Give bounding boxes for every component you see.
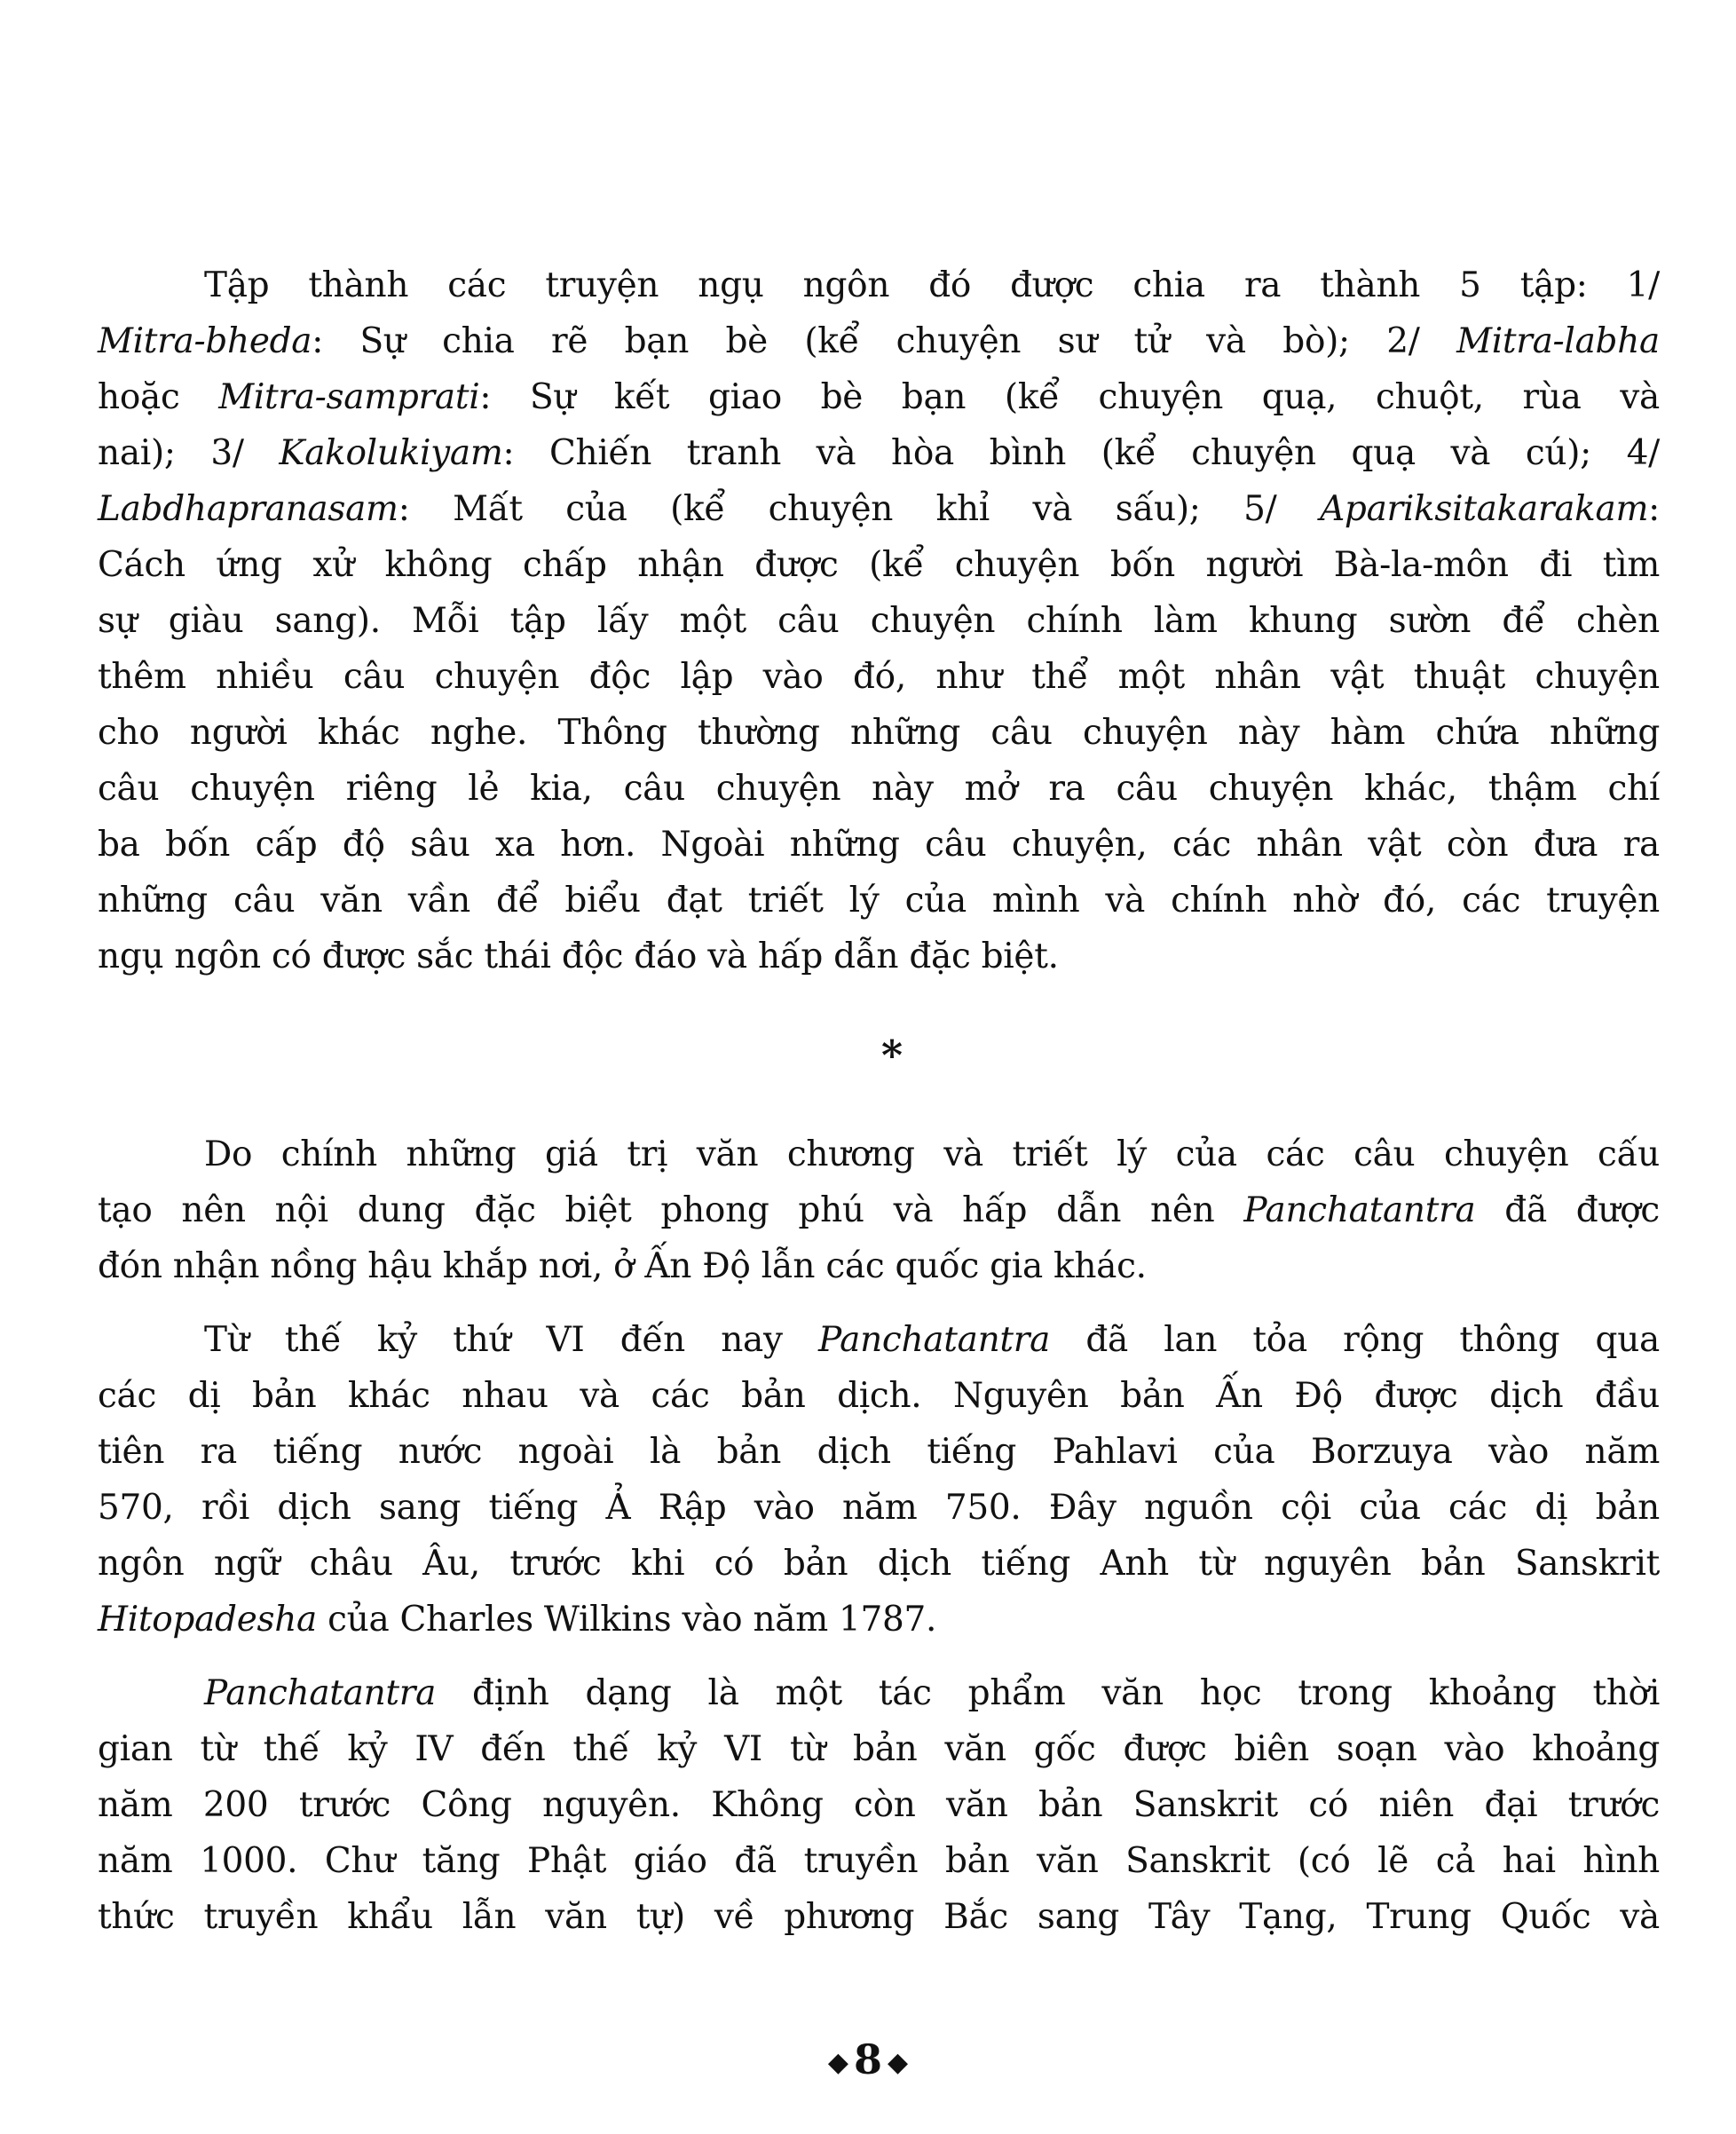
- italic-term: Mitra-samprati: [218, 377, 480, 417]
- text-line: [98, 1777, 1660, 1833]
- text-run: các dị bản khác nhau và các bản dịch. Nguyên bản Ấn Độ được dịch đầu: [98, 1376, 1660, 1416]
- italic-term: Panchatantra: [204, 1673, 437, 1713]
- diamond-ornament-icon: ◆: [888, 2047, 909, 2078]
- paragraph-2: [98, 1126, 1660, 1294]
- text-line: [98, 649, 1660, 705]
- paragraph-4: [98, 1665, 1660, 1945]
- text-line: [98, 1424, 1660, 1480]
- text-line: [98, 929, 1660, 984]
- text-run: 570, rồi dịch sang tiếng Ả Rập vào năm 750. Đây nguồn cội của các dị bản: [98, 1488, 1660, 1528]
- text-line: [98, 1182, 1660, 1238]
- text-line: [98, 1536, 1660, 1592]
- italic-term: Panchatantra: [817, 1320, 1051, 1360]
- italic-term: Mitra-labha: [1456, 321, 1660, 361]
- text-run: đã được: [1475, 1190, 1660, 1230]
- text-run: Tập thành các truyện ngụ ngôn đó được chia ra thành 5 tập: 1/: [204, 265, 1660, 305]
- text-line: [98, 1312, 1660, 1368]
- italic-term: Hitopadesha: [98, 1600, 317, 1640]
- text-run: năm 1000. Chư tăng Phật giáo đã truyền bản văn Sanskrit (có lẽ cả hai hình: [98, 1841, 1660, 1881]
- text-line: [98, 1833, 1660, 1889]
- text-line: [98, 1721, 1660, 1777]
- text-run: của Charles Wilkins vào năm 1787.: [316, 1600, 937, 1640]
- text-run: : Sự chia rẽ bạn bè (kể chuyện sư tử và bò); 2/: [312, 321, 1457, 361]
- text-run: gian từ thế kỷ IV đến thế kỷ VI từ bản văn gốc được biên soạn vào khoảng: [98, 1729, 1660, 1769]
- text-line: [98, 313, 1660, 369]
- text-run: :: [1648, 489, 1660, 529]
- text-line: [98, 1126, 1660, 1182]
- page-footer: [0, 2033, 1736, 2090]
- text-line: [98, 593, 1660, 649]
- text-line: [98, 761, 1660, 817]
- diamond-ornament-icon: ◆: [827, 2047, 848, 2078]
- text-run: định dạng là một tác phẩm văn học trong khoảng thời: [436, 1673, 1660, 1713]
- text-line: [98, 537, 1660, 593]
- text-line: [98, 817, 1660, 873]
- text-run: : Sự kết giao bè bạn (kể chuyện quạ, chuột, rùa và: [479, 377, 1660, 417]
- text-line: [98, 1665, 1660, 1721]
- paragraph-gap: [98, 1294, 1660, 1312]
- text-line: [98, 425, 1660, 481]
- text-run: : Mất của (kể chuyện khỉ và sấu); 5/: [398, 489, 1321, 529]
- text-line: [98, 1368, 1660, 1424]
- text-line: [98, 705, 1660, 761]
- text-run: Từ thế kỷ thứ VI đến nay: [204, 1320, 818, 1360]
- text-line: [98, 1889, 1660, 1945]
- text-line: [98, 873, 1660, 929]
- book-page: [98, 257, 1660, 1945]
- italic-term: Mitra-bheda: [98, 321, 312, 361]
- paragraph-1: [98, 257, 1660, 984]
- text-line: [98, 257, 1660, 313]
- text-run: ngôn ngữ châu Âu, trước khi có bản dịch tiếng Anh từ nguyên bản Sanskrit: [98, 1544, 1660, 1584]
- page-number: 8: [853, 2035, 882, 2083]
- text-line: [98, 481, 1660, 537]
- text-run: thêm nhiều câu chuyện độc lập vào đó, như thể một nhân vật thuật chuyện: [98, 657, 1660, 697]
- text-line: [98, 1480, 1660, 1536]
- text-run: ngụ ngôn có được sắc thái độc đáo và hấp dẫn đặc biệt.: [98, 937, 1059, 976]
- text-run: câu chuyện riêng lẻ kia, câu chuyện này mở ra câu chuyện khác, thậm chí: [98, 769, 1660, 809]
- text-run: đã lan tỏa rộng thông qua: [1050, 1320, 1660, 1360]
- text-run: thức truyền khẩu lẫn văn tự) về phương Bắc sang Tây Tạng, Trung Quốc và: [98, 1897, 1660, 1937]
- text-run: năm 200 trước Công nguyên. Không còn văn bản Sanskrit có niên đại trước: [98, 1785, 1660, 1825]
- section-separator: *: [880, 1031, 904, 1079]
- text-run: hoặc: [98, 377, 219, 417]
- text-run: đón nhận nồng hậu khắp nơi, ở Ấn Độ lẫn các quốc gia khác.: [98, 1246, 1147, 1286]
- text-run: ba bốn cấp độ sâu xa hơn. Ngoài những câu chuyện, các nhân vật còn đưa ra: [98, 825, 1660, 865]
- text-run: : Chiến tranh và hòa bình (kể chuyện quạ và cú); 4/: [502, 433, 1660, 473]
- italic-term: Labdhapranasam: [98, 489, 398, 529]
- text-line: [98, 1592, 1660, 1648]
- text-run: Cách ứng xử không chấp nhận được (kể chuyện bốn người Bà-la-môn đi tìm: [98, 545, 1660, 585]
- text-line: [98, 1238, 1660, 1294]
- text-run: tiên ra tiếng nước ngoài là bản dịch tiếng Pahlavi của Borzuya vào năm: [98, 1432, 1660, 1472]
- text-run: sự giàu sang). Mỗi tập lấy một câu chuyện chính làm khung sườn để chèn: [98, 601, 1660, 641]
- text-run: tạo nên nội dung đặc biệt phong phú và hấp dẫn nên: [98, 1190, 1244, 1230]
- text-line: [98, 369, 1660, 425]
- italic-term: Panchatantra: [1243, 1190, 1476, 1230]
- italic-term: Kakolukiyam: [279, 433, 503, 473]
- text-run: cho người khác nghe. Thông thường những câu chuyện này hàm chứa những: [98, 713, 1660, 753]
- text-run: Do chính những giá trị văn chương và triết lý của các câu chuyện cấu: [204, 1134, 1660, 1174]
- text-run: những câu văn vần để biểu đạt triết lý của mình và chính nhờ đó, các truyện: [98, 881, 1660, 921]
- paragraph-gap: [98, 1648, 1660, 1665]
- text-run: nai); 3/: [98, 433, 280, 473]
- paragraph-3: [98, 1312, 1660, 1648]
- italic-term: Apariksitakarakam: [1320, 489, 1649, 529]
